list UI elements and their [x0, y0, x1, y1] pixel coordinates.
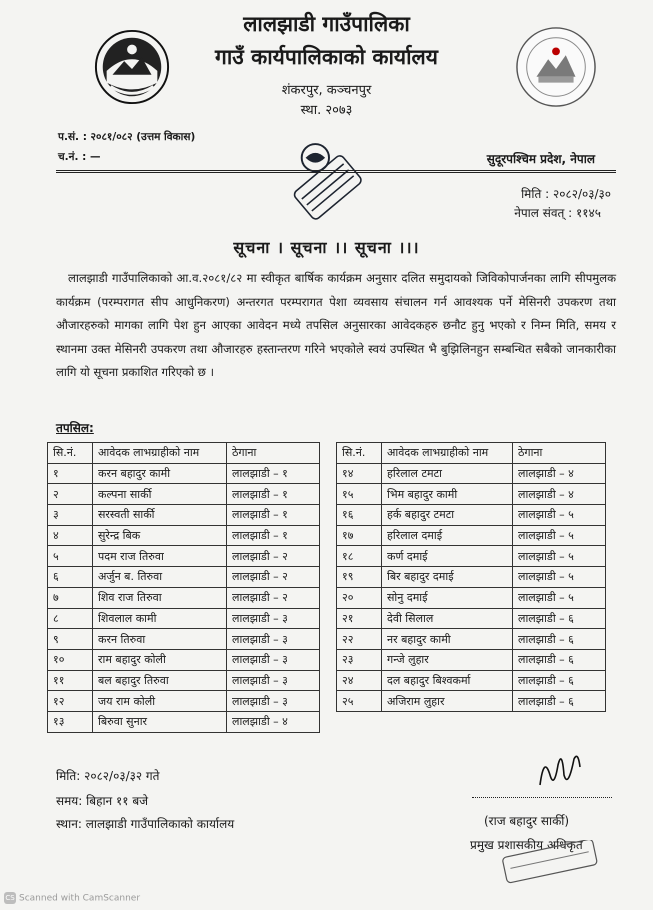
address: लालझाडी – ६: [513, 608, 606, 629]
serial-number: १०: [48, 649, 93, 670]
scanner-watermark: [4, 892, 140, 904]
beneficiary-name: करन बहादुर कामी: [93, 463, 227, 484]
address: लालझाडी – ३: [227, 649, 320, 670]
table-row: [48, 525, 320, 546]
serial-number: २: [48, 484, 93, 505]
table-row: [48, 505, 320, 526]
beneficiary-name: हर्क बहादुर टमटा: [382, 505, 513, 526]
beneficiary-name: राम बहादुर कोली: [93, 649, 227, 670]
established-year: स्था. २०७३: [300, 103, 353, 118]
beneficiary-name: गन्जे लुहार: [382, 649, 513, 670]
table-row: [337, 505, 606, 526]
serial-number: ९: [48, 629, 93, 650]
table-row: [337, 587, 606, 608]
table-row: [337, 567, 606, 588]
table-row: [48, 567, 320, 588]
beneficiary-name: सुरेन्द्र बिक: [93, 525, 227, 546]
address: लालझाडी – ३: [227, 629, 320, 650]
address: लालझाडी – १: [227, 505, 320, 526]
serial-number: १६: [337, 505, 382, 526]
address: लालझाडी – ४: [513, 484, 606, 505]
serial-number: १: [48, 463, 93, 484]
table-row: [48, 463, 320, 484]
table-row: [337, 670, 606, 691]
beneficiary-name: कर्ण दमाई: [382, 546, 513, 567]
signature: [534, 745, 584, 793]
serial-number: ६: [48, 567, 93, 588]
beneficiary-name: कल्पना सार्की: [93, 484, 227, 505]
header-rule: [56, 170, 616, 171]
address: लालझाडी – ६: [513, 691, 606, 712]
address: लालझाडी – ३: [227, 608, 320, 629]
address: लालझाडी – ५: [513, 546, 606, 567]
address: लालझाडी – ५: [513, 587, 606, 608]
office-address: शंकरपुर, कञ्चनपुर: [281, 83, 372, 98]
office-stamp: [290, 140, 368, 230]
nepal-samvat: नेपाल संवत् : ११४५: [514, 206, 601, 220]
beneficiary-name: बल बहादुर तिरुवा: [93, 670, 227, 691]
beneficiary-name: अर्जुन ब. तिरुवा: [93, 567, 227, 588]
notice-body: लालझाडी गाउँपालिकाको आ.व.२०८१/८२ मा स्वीकृत बार्षिक कार्यक्रम अनुसार दलित समुदायको जिविकोपार्जनका लागि सीपमुलक कार्यक्रम (परम्परागत सीप आधुनिकरण) अन्तरगत परम्परागत पेशा व्यवसाय संचालन गर्न आवश्यक पर्ने मेसिनरी उपकरण तथा औजारहरुको मागका लागि पेश हुन आएका आवेदन मध्ये तपसिल अनुसारका आवेदकहरु छनौट हुनु भएको र निम्न मिति, समय र स्थानमा उक्त मेसिनरी उपकरण तथा औजारहरु हस्तान्तरण गरिने भएकोले स्वयं उपस्थित भै बुझिलिनहुन सम्बन्धित सबैको जानकारीका लागि यो सूचना प्रकाशित गरिएको छ ।: [56, 271, 616, 379]
handover-time: समय: बिहान ११ बजे: [56, 794, 149, 808]
beneficiary-name: दल बहादुर बिश्वकर्मा: [382, 670, 513, 691]
camscanner-icon: CS: [5, 894, 15, 902]
address: लालझाडी – १: [227, 463, 320, 484]
serial-number: ३: [48, 505, 93, 526]
table-row: [337, 463, 606, 484]
beneficiary-name: जय राम कोली: [93, 691, 227, 712]
address: लालझाडी – ६: [513, 629, 606, 650]
serial-number: ७: [48, 587, 93, 608]
table-row: [337, 546, 606, 567]
address: लालझाडी – ३: [227, 691, 320, 712]
serial-number: १८: [337, 546, 382, 567]
serial-number: १२: [48, 691, 93, 712]
beneficiary-name: हरिलाल टमटा: [382, 463, 513, 484]
official-stamp: [498, 840, 602, 884]
serial-number: २५: [337, 691, 382, 712]
serial-number: २२: [337, 629, 382, 650]
beneficiary-name: बिर बहादुर दमाई: [382, 567, 513, 588]
table-header-row: [48, 443, 320, 464]
beneficiary-name: भिम बहादुर कामी: [382, 484, 513, 505]
serial-number: २४: [337, 670, 382, 691]
address: लालझाडी – ५: [513, 505, 606, 526]
address: लालझाडी – ६: [513, 670, 606, 691]
scanner-text: Scanned with CamScanner: [19, 893, 141, 904]
address: लालझाडी – ३: [227, 670, 320, 691]
beneficiary-table-left: [47, 442, 320, 733]
table-row: [48, 670, 320, 691]
beneficiary-name: नर बहादुर कामी: [382, 629, 513, 650]
table-row: [48, 649, 320, 670]
address: लालझाडी – ६: [513, 649, 606, 670]
beneficiary-name: पदम राज तिरुवा: [93, 546, 227, 567]
table-row: [48, 691, 320, 712]
beneficiary-name: सोनु दमाई: [382, 587, 513, 608]
serial-number: २३: [337, 649, 382, 670]
table-row: [337, 691, 606, 712]
address: लालझाडी – २: [227, 546, 320, 567]
table-header-row: [337, 443, 606, 464]
table-row: [48, 711, 320, 732]
address: लालझाडी – ४: [513, 463, 606, 484]
address: लालझाडी – २: [227, 587, 320, 608]
column-header-name: आवेदक लाभग्राहीको नाम: [93, 443, 227, 464]
beneficiary-table-right: [336, 442, 606, 712]
serial-number: ८: [48, 608, 93, 629]
serial-number: १९: [337, 567, 382, 588]
table-row: [337, 484, 606, 505]
address: लालझाडी – २: [227, 567, 320, 588]
table-row: [48, 587, 320, 608]
address: लालझाडी – १: [227, 484, 320, 505]
serial-number: ११: [48, 670, 93, 691]
column-header-address: ठेगाना: [227, 443, 320, 464]
table-row: [48, 484, 320, 505]
beneficiary-name: बिरुवा सुनार: [93, 711, 227, 732]
list-heading: तपसिल:: [56, 421, 94, 435]
column-header-sn: सि.नं.: [48, 443, 93, 464]
signer-title: प्रमुख प्रशासकीय अधिकृत: [470, 838, 583, 852]
signature-line: [472, 797, 612, 798]
column-header-sn: सि.नं.: [337, 443, 382, 464]
beneficiary-name: देवी सिलाल: [382, 608, 513, 629]
handover-date: मिति: २०८२/०३/३२ गते: [56, 769, 160, 783]
serial-number: १३: [48, 711, 93, 732]
notice-title: सूचना । सूचना ।। सूचना ।।।: [233, 238, 420, 257]
address: लालझाडी – ४: [227, 711, 320, 732]
table-row: [337, 525, 606, 546]
beneficiary-name: शिव राज तिरुवा: [93, 587, 227, 608]
signer-name: (राज बहादुर सार्की): [484, 814, 570, 828]
address: लालझाडी – ५: [513, 525, 606, 546]
column-header-name: आवेदक लाभग्राहीको नाम: [382, 443, 513, 464]
serial-number: १४: [337, 463, 382, 484]
dispatch-number: च.नं. : —: [58, 151, 101, 163]
address: लालझाडी – ५: [513, 567, 606, 588]
header-rule: [56, 172, 616, 173]
column-header-address: ठेगाना: [513, 443, 606, 464]
address: लालझाडी – १: [227, 525, 320, 546]
beneficiary-name: करन तिरुवा: [93, 629, 227, 650]
beneficiary-name: शिवलाल कामी: [93, 608, 227, 629]
serial-number: १७: [337, 525, 382, 546]
serial-number: २०: [337, 587, 382, 608]
serial-number: २१: [337, 608, 382, 629]
table-row: [337, 608, 606, 629]
issue-date: मिति : २०८२/०३/३०: [521, 187, 611, 201]
beneficiary-name: हरिलाल दमाई: [382, 525, 513, 546]
table-row: [48, 608, 320, 629]
serial-number: ४: [48, 525, 93, 546]
table-row: [48, 629, 320, 650]
handover-place: स्थान: लालझाडी गाउँपालिकाको कार्यालय: [56, 817, 235, 831]
reference-number: प.सं. : २०८१/०८२ (उत्तम विकास): [58, 131, 196, 143]
table-row: [337, 649, 606, 670]
serial-number: ५: [48, 546, 93, 567]
serial-number: १५: [337, 484, 382, 505]
municipality-name: लालझाडी गाउँपालिका: [243, 12, 410, 36]
office-name: गाउँ कार्यपालिकाको कार्यालय: [215, 45, 438, 69]
beneficiary-name: अजिराम लुहार: [382, 691, 513, 712]
table-row: [337, 629, 606, 650]
municipality-logo: [515, 26, 597, 108]
province-label: सुदूरपश्चिम प्रदेश, नेपाल: [486, 152, 595, 166]
table-row: [48, 546, 320, 567]
beneficiary-name: सरस्वती सार्की: [93, 505, 227, 526]
